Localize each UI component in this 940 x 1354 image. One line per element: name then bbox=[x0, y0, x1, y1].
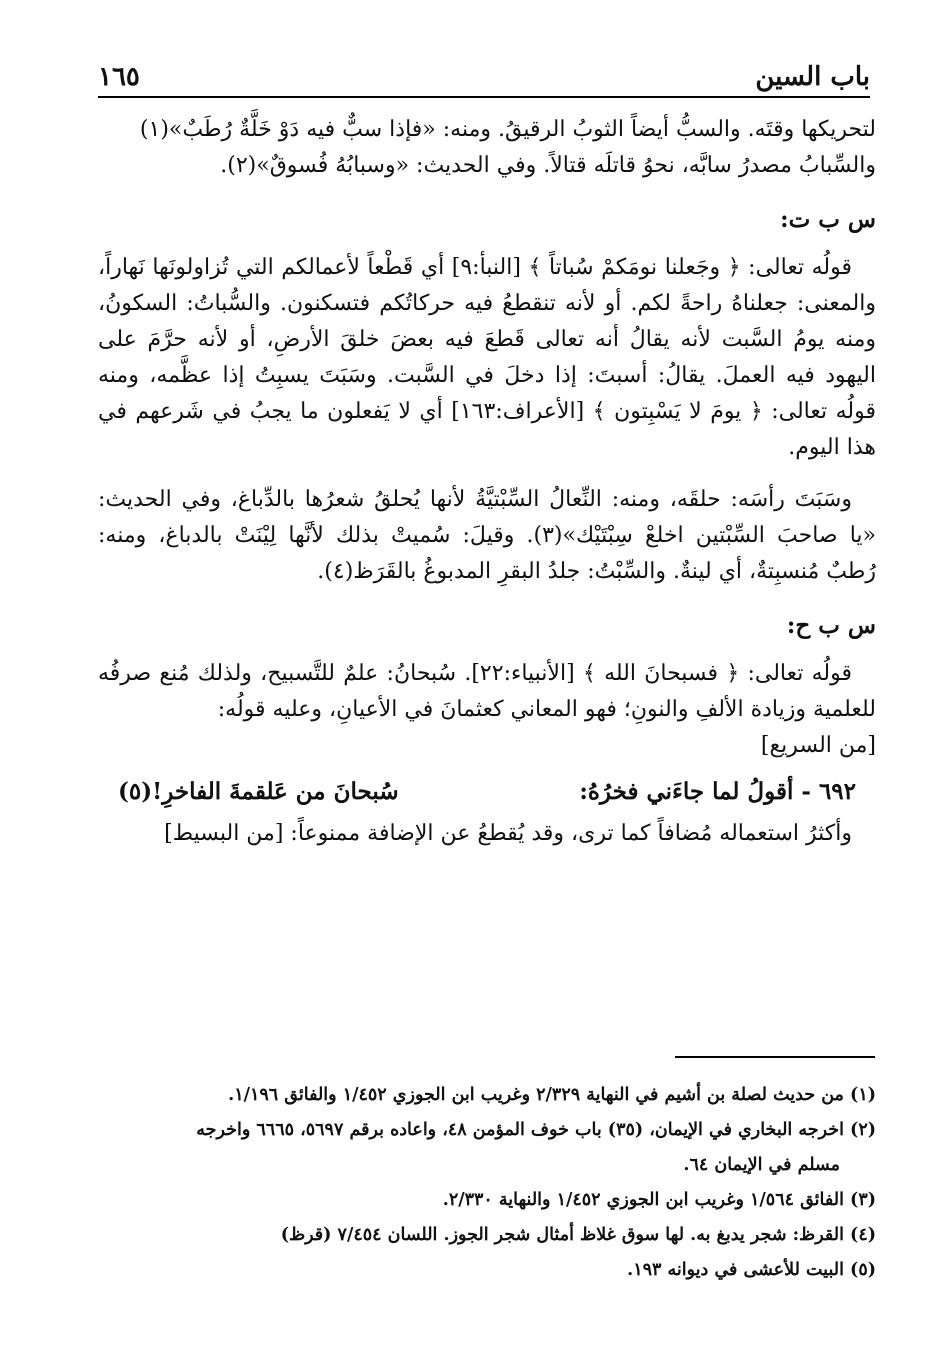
footnote: (٣) الفائق ١/٥٦٤ وغريب ابن الجوزي ١/٤٥٢ والنهاية ٢/٣٣٠. bbox=[442, 1190, 876, 1210]
footnote: (٤) القرظ: شجر يدبغ به. لها سوق غلاظ أمثال شجر الجوز. اللسان ٧/٤٥٤ (قرظ) bbox=[280, 1225, 876, 1245]
footnote: (١) من حديث لصلة بن أشيم في النهاية ٢/٣٢٩ وغريب ابن الجوزي ١/٤٥٢ والفائق ١/١٩٦. bbox=[228, 1085, 876, 1105]
page-header bbox=[98, 52, 870, 98]
footnote: (٢) اخرجه البخاري في الإيمان، (٣٥) باب خوف المؤمن ٤٨، واعاده برقم ٥٦٩٧، ٦٦٦٥ واخرجه bbox=[196, 1120, 876, 1140]
footnote-continuation: مسلم في الإيمان ٦٤. bbox=[683, 1155, 840, 1175]
verse-first-hemistich: ٦٩٢ - أقولُ لما جاءَني فخرُهُ: bbox=[579, 778, 856, 805]
poetry-verse bbox=[118, 774, 856, 810]
paragraph-line: لتحريكها وقتَه. والسبُّ أيضاً الثوبُ الرقيقُ. ومنه: «فإذا سبٌّ فيه دَوْ خَلَّةٌ رُطَبٌ»(١) bbox=[139, 117, 876, 142]
footnote: (٥) البيت للأعشى في ديوانه ١٩٣. bbox=[627, 1260, 876, 1280]
paragraph: قولُه تعالى: ﴿ وجَعلنا نومَكمْ سُباتاً ﴾ [النبأ:٩] أي قَطْعاً لأعمالكم التي تُزاولونَها نَهاراً، والمعنى: جعلناهُ راحةً لكم. أو لأنه تنقطعُ فيه حركاتُكم فتسكنون. والسُّباتُ: السكونُ، ومنه يومُ السَّبت لأنه يقالُ أنه تعالى قَطعَ فيه بعضَ خلقَ الأرضِ، أو لأنه حرَّمَ على اليهود فيه العملَ. يقالُ: أسبتَ: إذا دخلَ في السَّبت. وسَبَتَ يسبِتُ إذا عظَّمه، ومنه قولُه تعالى: ﴿ يومَ لا يَسْبِتون ﴾ [الأعراف:١٦٣] أي لا يَفعلون ما يجبُ في شَرعهم في هذا اليوم. bbox=[98, 255, 877, 460]
verse-second-hemistich: سُبحانَ من عَلقمةَ الفاخرِ!(٥) bbox=[118, 778, 399, 805]
paragraph: وأكثرُ استعماله مُضافاً كما ترى، وقد يُقطعُ عن الإضافة ممنوعاً: [من البسيط] bbox=[164, 821, 852, 846]
paragraph-line: والسِّبابُ مصدرُ سابَّه، نحوُ قاتلَه قتالاً. وفي الحديث: «وسبابُهُ فُسوقٌ»(٢). bbox=[220, 153, 876, 178]
footnotes bbox=[90, 1080, 876, 1290]
paragraph: وسَبَتَ رأسَه: حلقَه، ومنه: النِّعالُ السِّبْتيَّةُ لأنها يُحلقُ شعرُها بالدِّباغ، وفي الحديث: «يا صاحبَ السِّبْتين اخلعْ سِبْتَيْك»(٣). وقيلَ: سُميتْ بذلك لأنَّها لِيْنَتْ بالدباغ، ومنه: رُطبٌ مُنسبِتةٌ، أي لينةٌ. والسِّبْتُ: جلدُ البقرِ المدبوغُ بالقَرَظ(٤). bbox=[98, 487, 877, 584]
meter-label: [من السريع] bbox=[760, 733, 876, 758]
chapter-title: باب السين bbox=[755, 62, 870, 92]
root-heading: س ب ح: bbox=[786, 612, 876, 639]
paragraph-gap bbox=[98, 466, 876, 482]
main-text bbox=[98, 112, 876, 852]
footnote-separator bbox=[675, 1056, 875, 1058]
root-heading: س ب ت: bbox=[780, 206, 876, 233]
page-number: ١٦٥ bbox=[98, 62, 140, 92]
paragraph: قولُه تعالى: ﴿ فسبحانَ الله ﴾ [الأنبياء:٢٢]. سُبحانُ: علمٌ للتَّسبيح، ولذلك مُنع صرفُه للعلمية وزيادة الألفِ والنونِ؛ فهو المعاني كعثمانَ في الأعيانِ، وعليه قولُه: bbox=[98, 661, 876, 722]
